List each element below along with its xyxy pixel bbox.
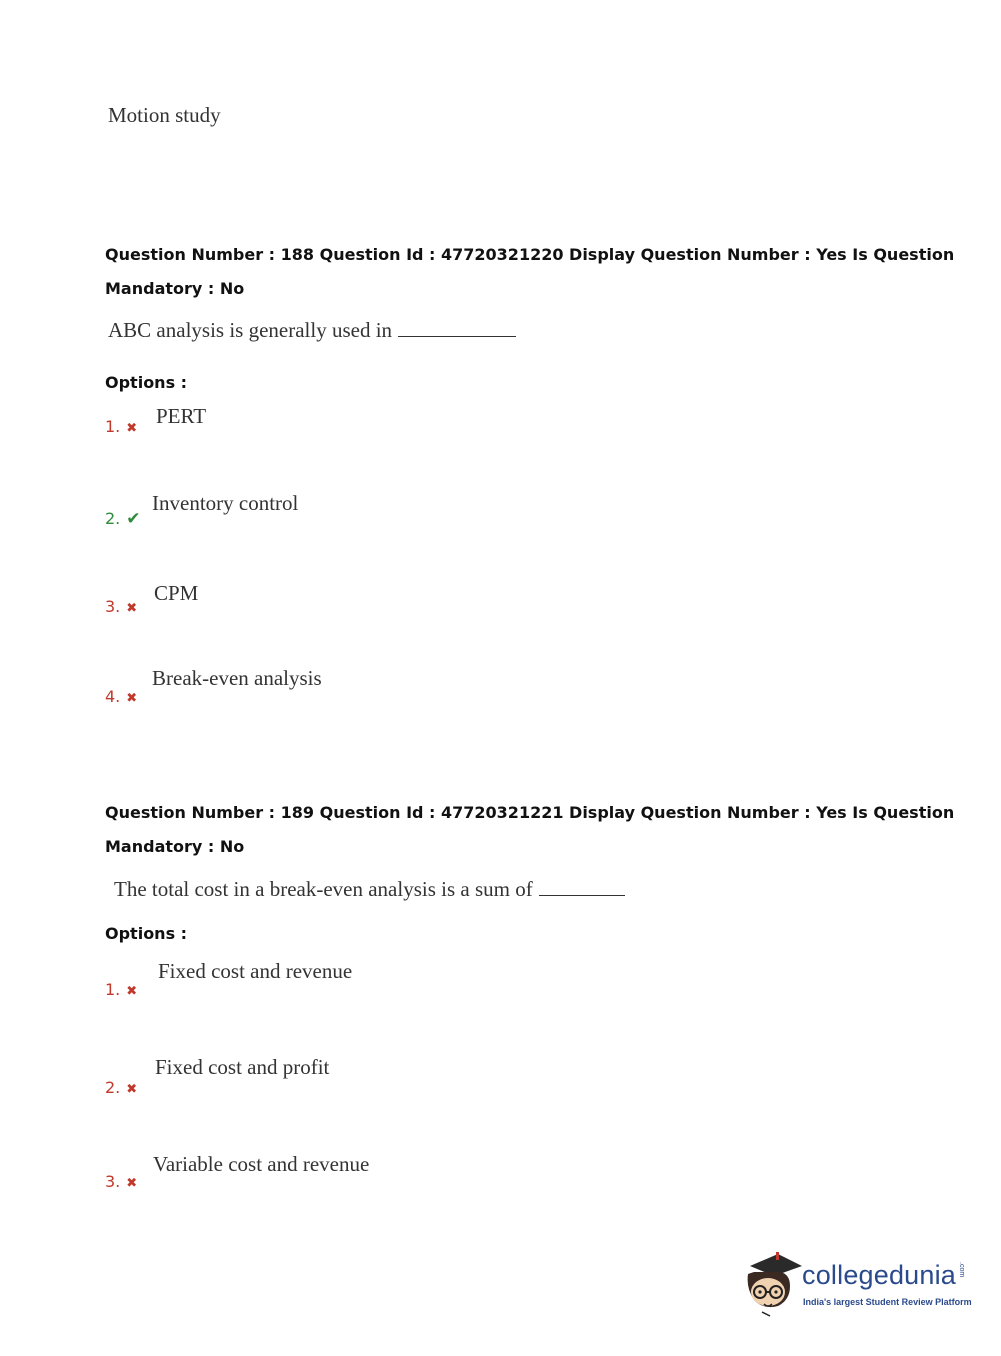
q189-option-3-number: 3. ✖ [105, 1172, 138, 1191]
q189-option-2-text: Fixed cost and profit [155, 1055, 330, 1079]
answer-blank [398, 320, 516, 337]
cross-icon: ✖ [126, 1082, 138, 1097]
cross-icon: ✖ [126, 1176, 138, 1191]
q188-option-1-text: PERT [156, 404, 207, 428]
logo-wordmark: collegedunia [802, 1260, 957, 1290]
question-189-meta-line2: Mandatory : No [105, 837, 245, 856]
mascot-icon [740, 1248, 802, 1318]
q189-option-1-text: Fixed cost and revenue [158, 959, 353, 983]
question-189-stem: The total cost in a break-even analysis is a sum of [114, 877, 533, 901]
logo-tagline: India's largest Student Review Platform [803, 1297, 972, 1307]
checkmark-icon: ✔ [126, 509, 141, 529]
q189-option-1-number: 1. ✖ [105, 980, 138, 999]
q188-option-2-number: 2. ✔ [105, 509, 141, 529]
answer-blank [539, 879, 625, 896]
question-188-stem: ABC analysis is generally used in [108, 318, 393, 342]
question-188-meta-line1: Question Number : 188 Question Id : 47720321220 Display Question Number : Yes Is Question [105, 245, 955, 264]
q189-option-3-text: Variable cost and revenue [153, 1152, 370, 1176]
question-188-meta-line2: Mandatory : No [105, 279, 245, 298]
question-188-options-label: Options : [105, 373, 188, 392]
q188-option-3-text: CPM [154, 581, 199, 605]
question-189-options-label: Options : [105, 924, 188, 943]
cross-icon: ✖ [126, 691, 138, 706]
cross-icon: ✖ [126, 421, 138, 436]
question-189-text [114, 877, 625, 902]
question-189-meta-line1: Question Number : 189 Question Id : 47720321221 Display Question Number : Yes Is Question [105, 803, 955, 822]
q188-option-1-number: 1. ✖ [105, 417, 138, 436]
q188-option-4-text: Break-even analysis [152, 666, 322, 690]
collegedunia-logo[interactable] [740, 1248, 970, 1320]
logo-suffix: .com [958, 1262, 965, 1278]
previous-option-text: Motion study [108, 103, 221, 127]
q188-option-4-number: 4. ✖ [105, 687, 138, 706]
q189-option-2-number: 2. ✖ [105, 1078, 138, 1097]
cross-icon: ✖ [126, 601, 138, 616]
question-188-text [108, 318, 516, 343]
cross-icon: ✖ [126, 984, 138, 999]
q188-option-3-number: 3. ✖ [105, 597, 138, 616]
q188-option-2-text: Inventory control [152, 491, 299, 515]
